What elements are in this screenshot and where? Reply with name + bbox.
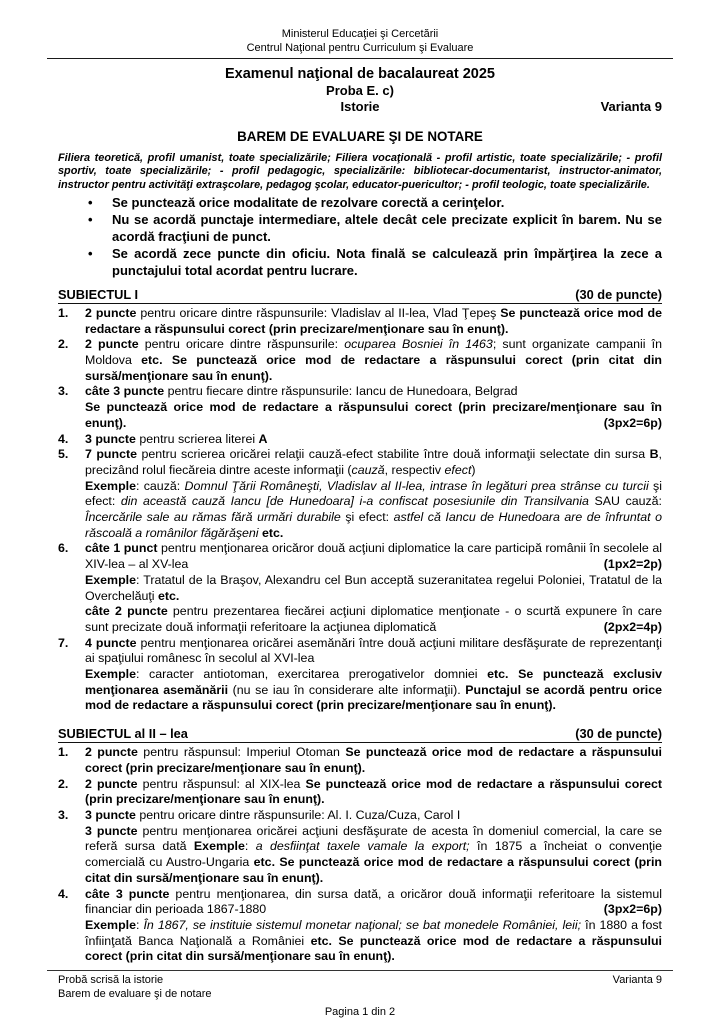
text-run: etc. Se punctează orice mod de redactare a răspunsului corect (prin citat din sursă/menţionare sau în enunţ). [85,353,662,383]
page-footer [58,970,662,1019]
text-run: în 1880 a fost înfiinţată Banca Naţională a României [85,917,663,948]
text-run: etc. Se punctează exclusiv menţionarea asemănării [85,667,662,697]
list-item [58,636,662,715]
header-divider [47,58,673,59]
subject-row [58,99,662,115]
points-badge: (3px2=6p) [603,902,662,917]
points-badge: (1px2=2p) [603,557,662,572]
item-number: 2. [58,337,69,352]
bullet-icon: • [88,245,93,261]
item-paragraph [85,604,662,635]
item-number: 6. [58,541,69,556]
item-content [85,337,662,384]
item-paragraph [85,337,662,384]
item-number: 5. [58,447,69,462]
text-run: pentru oricare dintre răspunsurile: Al. I. Cuza/Cuza, Carol I [135,807,461,822]
section-points: (30 de puncte) [575,286,662,302]
list-item [58,777,662,808]
item-paragraph [85,808,662,824]
text-run: astfel că Iancu de Hunedoara are de înfruntat o răscoală a românilor făgărăşeni [85,510,662,540]
item-number: 4. [58,886,69,901]
text-run: , precizând rolul fiecăreia dintre aceste informaţii ( [85,447,662,477]
text-run: Exemple [85,572,136,587]
text-run: : [135,917,144,932]
text-run: Se punctează orice mod de redactare a răspunsului corect (prin precizare/menţionare sau în enunţ). [85,400,662,430]
text-run: etc. Se punctează orice mod de redactare a răspunsului corect (prin citat din sursă/menţionare sau în enunţ). [85,855,662,885]
text-run: câte 3 puncte [85,384,165,399]
text-run: : Tratatul de la Braşov, Alexandru cel Bun acceptă suzeranitatea regelui Poloniei, Tratatul de la Overchelăuţi [85,572,662,603]
text-run: : cauză: [135,478,185,493]
item-paragraph [85,777,662,808]
points-badge: (2px2=4p) [603,619,662,634]
list-item [58,447,662,541]
text-run: 2 puncte [85,305,137,320]
list-item [58,745,662,776]
item-number: 3. [58,807,69,822]
text-run: SAU cauză: [588,494,663,509]
text-run: , respectiv [384,462,445,477]
text-run: pentru prezentarea fiecărei acţiuni diplomatice menţionate - o scurtă expunere în care sunt precizate două informaţii referitoare la acţiunea diplomatică [85,604,662,634]
discipline-label: Istorie [340,99,380,114]
text-run: 4 puncte [85,635,137,650]
item-paragraph [85,887,662,918]
item-content [85,745,662,776]
text-run: pentru menţionarea oricărei asemănări între două acţiuni militare desfăşurate de reprezentanţi ai spaţiului românesc în secolul al XVI-lea [85,635,662,666]
item-number: 7. [58,635,69,650]
text-run: Domnul Ţării Româneşti, Vladislav al II-lea, intrase în legături prea strânse cu turcii [184,478,649,493]
item-number: 1. [58,305,69,320]
item-number: 1. [58,745,69,760]
notes-list [58,194,662,279]
text-run: câte 3 puncte [85,886,170,901]
item-content [85,432,662,448]
footer-barem-label: Barem de evaluare şi de notare [58,987,212,1000]
item-content [85,808,662,887]
text-run: Se punctează orice mod de redactare a răspunsului corect (prin precizare/menţionare sau în enunţ). [85,745,662,775]
note-item [58,245,662,279]
text-run: 2 puncte [85,745,138,760]
footer-row [58,974,662,988]
item-paragraph [85,636,662,667]
item-number: 4. [58,431,69,446]
text-run: câte 2 puncte [85,604,168,619]
text-run: Punctajul se acordă pentru orice mod de redactare a răspunsului corect (prin precizare/menţionare sau în enunţ). [85,682,662,713]
section-title: SUBIECTUL I [58,286,139,302]
list-item [58,808,662,887]
item-number: 2. [58,776,69,791]
list-item [58,337,662,384]
text-run: 7 puncte [85,447,137,462]
text-run: : [244,839,256,854]
text-run: ) [471,462,476,477]
proba-label: Proba E. c) [326,83,394,98]
note-text: Nu se acordă punctaje intermediare, altele decât cele precizate explicit în barem. Nu se acordă fracţiuni de punct. [112,211,662,244]
item-content [85,447,662,541]
text-run: : caracter antiotoman, exercitarea prerogativelor domniei [135,667,488,682]
text-run: pentru răspunsul: Imperiul Otoman [137,745,346,760]
footer-variant-label: Varianta 9 [612,974,662,987]
text-run: Se punctează orice mod de redactare a răspunsului corect (prin precizare/menţionare sau în enunţ). [85,305,663,336]
item-paragraph [85,573,662,604]
text-run: pentru oricare dintre răspunsurile: Vladislav al II-lea, Vlad Ţepeş [136,305,501,320]
item-paragraph [85,306,662,337]
item-number: 3. [58,384,69,399]
text-run: (nu se iau în considerare alte informaţii). [228,682,466,697]
item-paragraph [85,447,662,478]
text-run: 3 puncte [85,807,136,822]
item-content [85,636,662,715]
item-paragraph [85,918,662,965]
text-run: 3 puncte [85,431,136,446]
item-paragraph [85,541,662,572]
text-run: Încercările sale au rămas fără urmări durabile [85,510,341,525]
text-run: şi efect: [340,510,394,525]
text-run: 2 puncte [85,337,139,352]
filiera-paragraph: Filiera teoretică, profil umanist, toate specializările; Filiera vocaţională - profil artistic, toate specializările; - profil sportiv, toate specializările; - profil pedagogic, specializările: bibliotecar-documentarist, instructor-animator, instructor pentru activităţi extraşcolare, pedagog şcolar, educator-puericultor; - profil teologic, toate specializările. [58,152,662,191]
text-run: Exemple [85,478,136,493]
text-run: Exemple [85,667,136,682]
bullet-icon: • [88,211,93,227]
subject-items [58,306,662,714]
text-run: pentru fiecare dintre răspunsurile: Iancu de Hunedoara, Belgrad [164,384,518,399]
text-run: efect [444,462,472,477]
center-name: Centrul Naţional pentru Curriculum şi Evaluare [246,41,474,54]
text-run: câte 1 punct [85,541,158,556]
text-run: Exemple [85,917,136,932]
variant-label: Varianta 9 [600,99,662,114]
text-run: ; sunt organizate campanii în Moldova [85,337,662,367]
item-content [85,887,662,966]
text-run: etc. Se punctează orice mod de redactare a răspunsului corect (prin citat din sursă/menţionare sau în enunţ). [85,933,662,964]
section-header-subiectul-1 [58,287,662,304]
ministry-name: Ministerul Educaţiei şi Cercetării [281,28,439,40]
item-content [85,306,662,337]
list-item [58,432,662,448]
text-run: Se punctează orice mod de redactare a răspunsului corect (prin precizare/menţionare sau în enunţ). [85,776,662,807]
item-paragraph [85,824,662,887]
bullet-icon: • [88,194,93,210]
text-run: pentru scrierea literei [135,431,259,446]
text-run: pentru scrierea oricărei relaţii cauză-efect stabilite între două informaţii selectate din sursa [136,447,650,462]
item-paragraph [85,745,662,776]
text-run: pentru menţionarea oricărei acţiuni desfăşurate de acesta în domeniul comercial, la care se referă sursa dată [85,823,662,854]
note-text: Se punctează orice modalitate de rezolvare corectă a cerinţelor. [112,194,505,210]
list-item [58,887,662,966]
list-item [58,541,662,635]
text-run: Exemple [193,839,245,854]
text-run: 3 puncte [85,823,138,838]
item-content [85,541,662,635]
barem-title: BAREM DE EVALUARE ŞI DE NOTARE [237,129,483,144]
note-item [58,211,662,245]
footer-divider [47,970,673,971]
text-run: A [258,431,268,446]
text-run: în 1875 a încheiat o convenţie comercială cu Austro-Ungaria [85,839,662,870]
text-run: pentru oricare dintre răspunsurile: [138,337,345,352]
section-header-subiectul-2 [58,726,662,743]
points-badge: (3px2=6p) [603,415,662,430]
section-title: SUBIECTUL al II – lea [58,726,188,742]
footer-proba-label: Probă scrisă la istorie [58,974,164,987]
text-run: etc. [158,588,180,603]
text-run: 2 puncte [85,776,138,791]
item-paragraph [85,479,662,542]
footer-page-number: Pagina 1 din 2 [324,1006,396,1019]
text-run: pentru menţionarea, din sursa dată, a oricăror două informaţii referitoare la sistemul financiar din perioada 1867-1880 [85,886,662,917]
list-item [58,306,662,337]
text-run: ocuparea Bosniei în 1463 [344,337,493,352]
note-text: Se acordă zece puncte din oficiu. Nota finală se calculează prin împărţirea la zece a punctajului total acordat pentru lucrare. [112,245,662,278]
text-run: etc. [258,525,284,540]
item-content [85,777,662,808]
list-item [58,384,662,431]
text-run: pentru menţionarea oricăror două acţiuni diplomatice la care participă românii în secolele al XIV-lea – al XV-lea [85,541,662,572]
item-paragraph [85,400,662,431]
text-run: pentru răspunsul: al XIX-lea [137,776,306,791]
item-paragraph [85,667,662,714]
text-run: B [649,447,659,462]
item-content [85,384,662,431]
item-paragraph [85,384,662,400]
subject-items [58,745,662,965]
text-run: cauză [351,462,385,477]
text-run: şi efect: [85,478,662,509]
text-run: din această cauză Iancu [de Hunedoara] i-a confiscat posesiunile din Transilvania [120,494,589,509]
note-item [58,194,662,211]
text-run: a desfiinţat taxele vamale la export; [255,839,470,854]
section-points: (30 de puncte) [575,726,662,742]
text-run: În 1867, se instituie sistemul monetar naţional; se bat monedele României, leii; [143,917,582,932]
exam-title: Examenul naţional de bacalaureat 2025 [225,66,495,82]
item-paragraph [85,432,662,448]
